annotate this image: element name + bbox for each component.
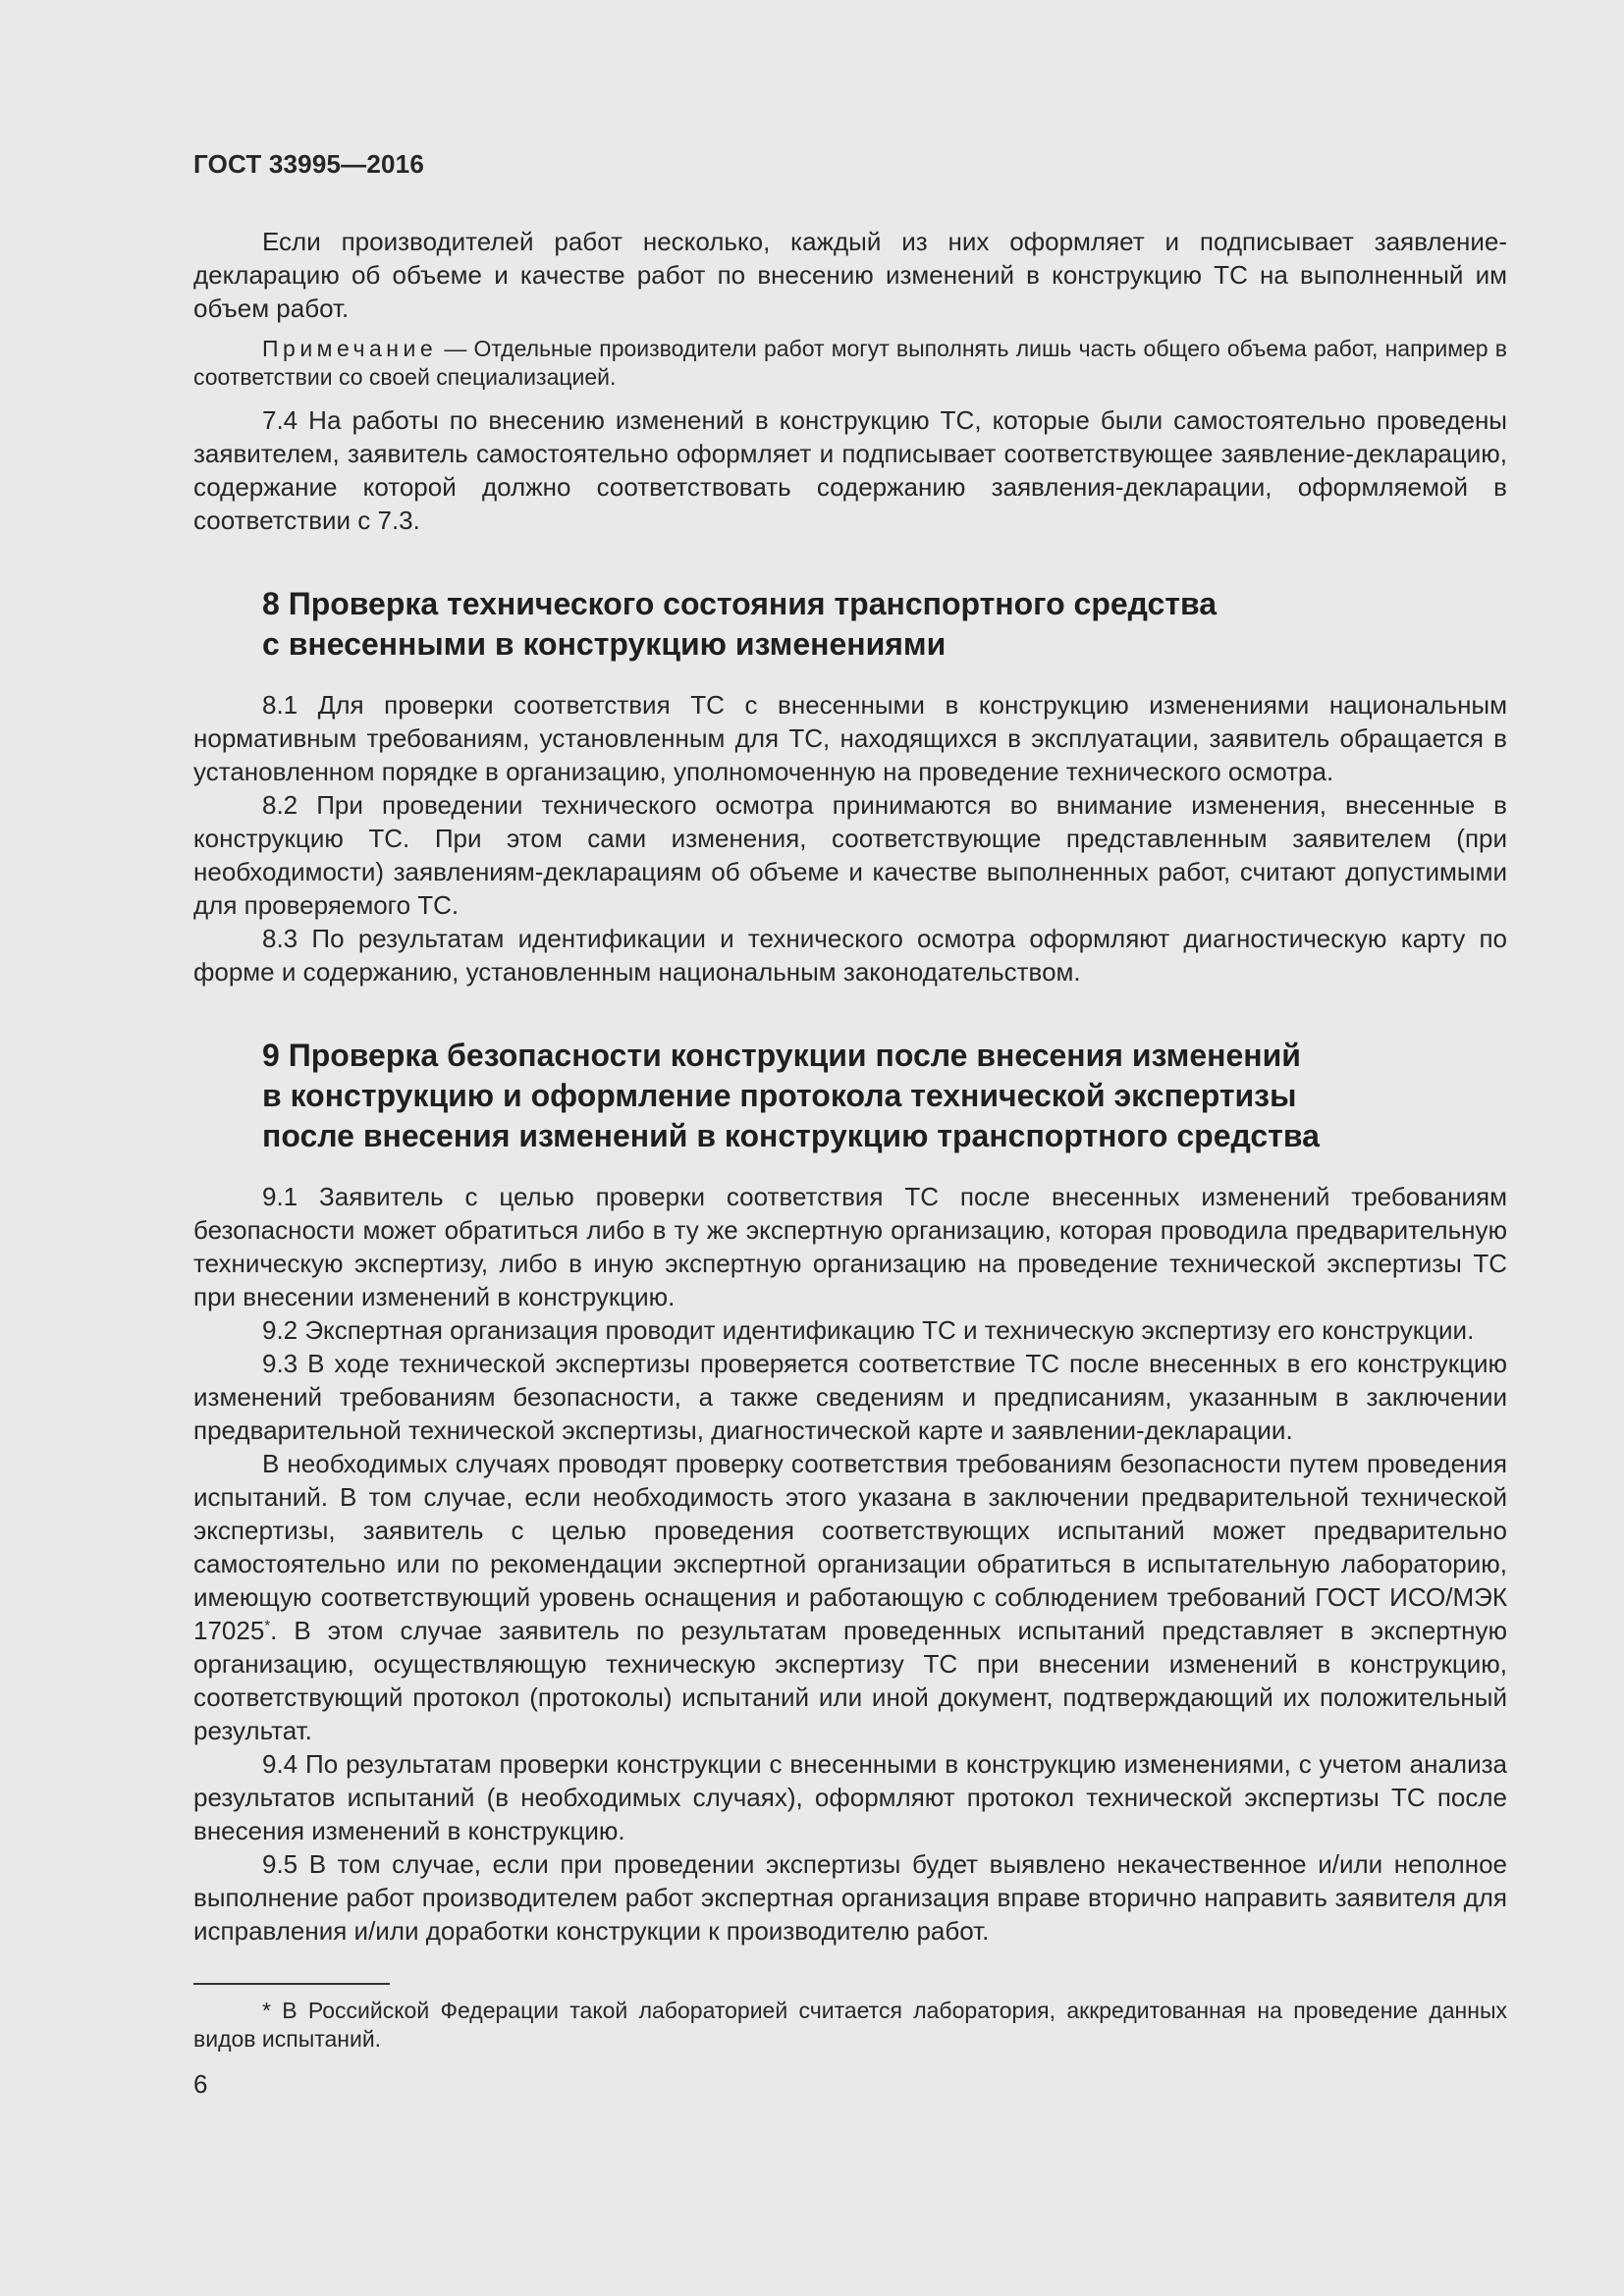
footnote-divider (193, 1983, 390, 1985)
paragraph-9-2: 9.2 Экспертная организация проводит идентификацию ТС и техническую экспертизу его конструкции. (262, 1315, 1475, 1345)
paragraph-8-1: 8.1 Для проверки соответствия ТС с внесенными в конструкцию изменениями национальным нормативным требованиям, установленным для ТС, находящихся в эксплуатации, заявитель обращается в установленном порядке в организацию, уполномоченную на проведение технического осмотра. (193, 690, 1507, 786)
section-9-heading (193, 1036, 1507, 1156)
paragraph-9-4: 9.4 По результатам проверки конструкции с внесенными в конструкцию изменениями, с учетом анализа результатов испытаний (в необходимых случаях), оформляют протокол технической экспертизы ТС после внесения изменений в конструкцию. (193, 1749, 1507, 1845)
page-number: 6 (193, 2069, 208, 2099)
section-8-heading (193, 584, 1507, 665)
paragraph-9-3-testing (193, 1447, 1507, 1747)
testing-text-part1: В необходимых случаях проводят проверку соответствия требованиям безопасности путем проведения испытаний. В том случае, если необходимость этого указана в заключении предварительной технической экспертизы, заявитель с целью проведения соответствующих испытаний может предварительно самостоятельно или по рекомендации экспертной организации обратиться в испытательную лабораторию, имеющую соответствующий уровень оснащения и работающую с соблюдением требований ГОСТ ИСО/МЭК 17025 (193, 1449, 1507, 1645)
footnote-text: * В Российской Федерации такой лабораторией считается лаборатория, аккредитованная на проведение данных видов испытаний. (193, 1998, 1507, 2052)
paragraph-9-5: 9.5 В том случае, если при проведении экспертизы будет выявлено некачественное и/или неполное выполнение работ производителем работ экспертная организация вправе вторично направить заявителя для исправления и/или доработки конструкции к производителю работ. (193, 1849, 1507, 1946)
section-8-heading-line2: с внесенными в конструкцию изменениями (262, 626, 947, 662)
section-8-heading-line1: 8 Проверка технического состояния транспортного средства (262, 586, 1218, 621)
section-9-heading-line1: 9 Проверка безопасности конструкции после внесения изменений (262, 1038, 1301, 1073)
note-text: — Отдельные производители работ могут выполнять лишь часть общего объема работ, например в соответствии со своей специализацией. (193, 336, 1507, 390)
note-label: Примечание (262, 336, 438, 361)
section-9-heading-line2: в конструкцию и оформление протокола технической экспертизы (262, 1078, 1297, 1113)
document-page (193, 142, 1507, 2101)
paragraph-9-3: 9.3 В ходе технической экспертизы проверяется соответствие ТС после внесенных в его конструкцию изменений требованиям безопасности, а также сведениям и предписаниям, указанным в заключении предварительной технической экспертизы, диагностической карте и заявлении-декларации. (193, 1349, 1507, 1445)
paragraph-8-2: 8.2 При проведении технического осмотра принимаются во внимание изменения, внесенные в конструкцию ТС. При этом сами изменения, соответствующие представленным заявителем (при необходимости) заявлениям-декларациям об объеме и качестве выполненных работ, считают допустимыми для проверяемого ТС. (193, 790, 1507, 920)
footnote-marker: * (264, 1617, 271, 1634)
paragraph-8-3: 8.3 По результатам идентификации и технического осмотра оформляют диагностическую карту по форме и содержанию, установленным национальным законодательством. (193, 924, 1507, 987)
paragraph-7-4: 7.4 На работы по внесению изменений в конструкцию ТС, которые были самостоятельно проведены заявителем, заявитель самостоятельно оформляет и подписывает соответствующее заявление-декларацию, содержание которой должно соответствовать содержанию заявления-декларации, оформляемой в соответствии с 7.3. (193, 405, 1507, 535)
standard-header: ГОСТ 33995—2016 (193, 149, 424, 179)
paragraph-multiple-producers: Если производителей работ несколько, каждый из них оформляет и подписывает заявление-декларацию об объеме и качестве работ по внесению изменений в конструкцию ТС на выполненный им объем работ. (193, 227, 1507, 323)
section-9-heading-line3: после внесения изменений в конструкцию транспортного средства (262, 1118, 1320, 1153)
paragraph-9-1: 9.1 Заявитель с целью проверки соответствия ТС после внесенных изменений требованиям безопасности может обратиться либо в ту же экспертную организацию, которая проводила предварительную техническую экспертизу, либо в иную экспертную организацию на проведение технической экспертизы ТС при внесении изменений в конструкцию. (193, 1182, 1507, 1311)
testing-text-part2: . В этом случае заявитель по результатам проведенных испытаний представляет в экспертную организацию, осуществляющую техническую экспертизу ТС при внесении изменений в конструкцию, соответствующий протокол (протоколы) испытаний или иной документ, подтверждающий их положительный результат. (193, 1616, 1507, 1745)
note (193, 335, 1507, 392)
